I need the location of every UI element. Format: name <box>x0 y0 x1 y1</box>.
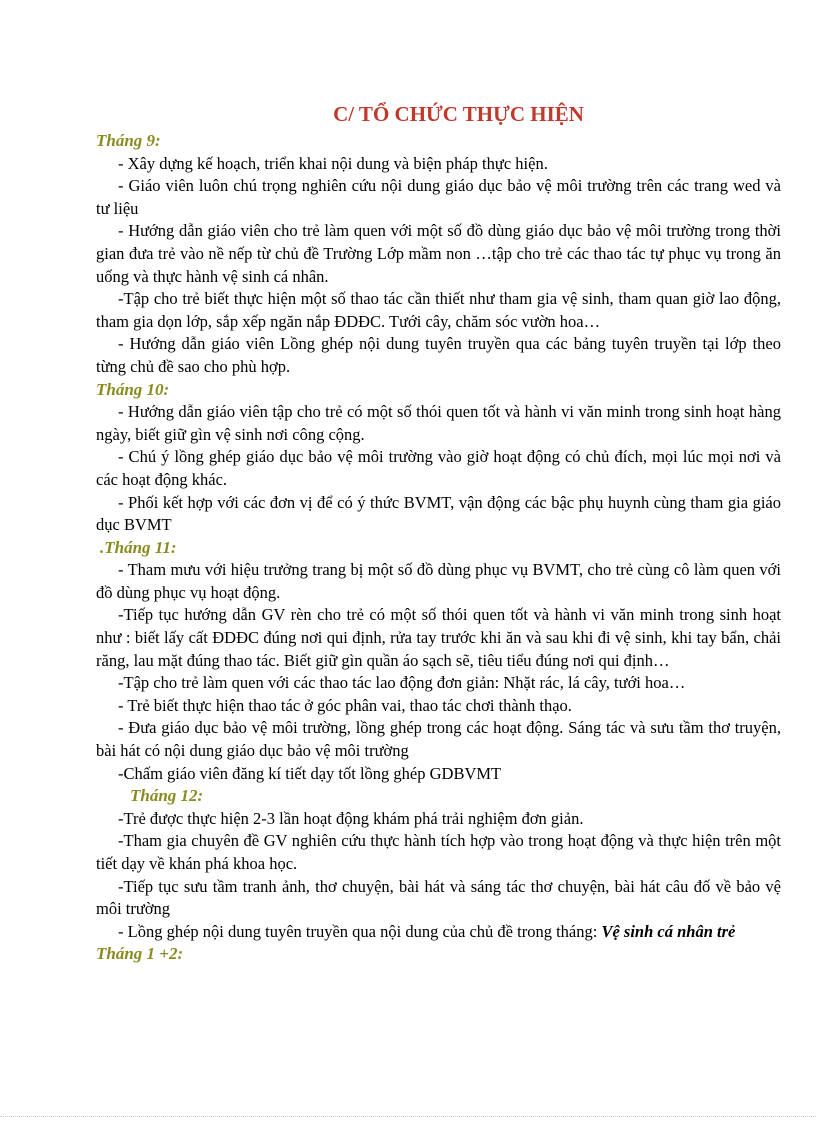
paragraph: - Hướng dẫn giáo viên cho trẻ làm quen với một số đồ dùng giáo dục bảo vệ môi trường trong thời gian đưa trẻ vào nề nếp từ chủ đề Trường Lớp mầm non …tập cho trẻ các thao tác tự phục vụ trong ăn uống và thực hành vệ sinh cá nhân. <box>96 221 781 286</box>
section-thang-9 <box>96 130 781 379</box>
paragraph: -Tập cho trẻ làm quen với các thao tác lao động đơn giản: Nhặt rác, lá cây, tưới hoa… <box>118 673 686 693</box>
paragraph: - Xây dựng kế hoạch, triển khai nội dung và biện pháp thực hiện. <box>118 153 548 173</box>
paragraph: -Tiếp tục sưu tầm tranh ảnh, thơ chuyện, bài hát và sáng tác thơ chuyện, bài hát câu đố về bảo vệ môi trường <box>96 876 781 919</box>
paragraph: - Trẻ biết thực hiện thao tác ở góc phân vai, thao tác chơi thành thạo. <box>118 695 572 715</box>
paragraph: -Trẻ được thực hiện 2-3 lần hoạt động khám phá trải nghiệm đơn giản. <box>118 808 584 828</box>
month-heading: Tháng 9: <box>96 131 161 150</box>
section-thang-11 <box>96 537 781 786</box>
month-heading: Tháng 1 +2: <box>96 944 184 964</box>
paragraph: -Chấm giáo viên đăng kí tiết dạy tốt lồng ghép GDBVMT <box>118 763 502 783</box>
paragraph: - Phối kết hợp với các đơn vị để có ý thức BVMT, vận động các bậc phụ huynh cùng tham gia giáo dục BVMT <box>96 492 781 535</box>
page-bottom-rule <box>0 1116 816 1117</box>
paragraph: -Tiếp tục hướng dẫn GV rèn cho trẻ có một số thói quen tốt và hành vi văn minh trong sinh hoạt như : biết lấy cất ĐDĐC đúng nơi qui định, rửa tay trước khi ăn và sau khi đi vệ sinh, khi tay bẩn, chải răng, lau mặt đúng thao tác. Biết giữ gìn quần áo sạch sẽ, tiêu tiểu đúng nơi qui định… <box>96 605 781 670</box>
month-heading: .Tháng 11: <box>100 537 177 557</box>
section-thang-1-2 <box>96 943 781 966</box>
month-heading: Tháng 12: <box>130 786 204 806</box>
paragraph: - Hướng dẫn giáo viên tập cho trẻ có một số thói quen tốt và hành vi văn minh trong sinh hoạt hàng ngày, biết giữ gìn vệ sinh nơi công cộng. <box>96 402 781 444</box>
section-thang-10 <box>96 379 781 537</box>
paragraph: - Hướng dẫn giáo viên Lồng ghép nội dung tuyên truyền qua các bảng tuyên truyền tại lớp theo từng chủ đề sao cho phù hợp. <box>96 334 781 376</box>
paragraph: - Chú ý lồng ghép giáo dục bảo vệ môi trường vào giờ hoạt động có chủ đích, mọi lúc mọi nơi và các hoạt động khác. <box>96 447 781 489</box>
document-page <box>96 100 781 966</box>
page-title: C/ TỔ CHỨC THỰC HIỆN <box>333 102 584 126</box>
paragraph: - Đưa giáo dục bảo vệ môi trường, lồng ghép trong các hoạt động. Sáng tác và sưu tầm thơ truyện, bài hát có nội dung giáo dục bảo vệ môi trường <box>96 718 781 761</box>
paragraph: -Tập cho trẻ biết thực hiện một số thao tác cần thiết như tham gia vệ sinh, tham quan giờ lao động, tham gia dọn lớp, sắp xếp ngăn nắp ĐDĐC. Tưới cây, chăm sóc vườn hoa… <box>96 289 781 331</box>
emphasis-text: Vệ sinh cá nhân trẻ <box>601 921 736 941</box>
month-heading: Tháng 10: <box>96 379 170 399</box>
paragraph: - Tham mưu với hiệu trưởng trang bị một số đồ dùng phục vụ BVMT, cho trẻ cùng cô làm quen với đồ dùng phục vụ hoạt động. <box>96 560 781 602</box>
paragraph <box>96 921 781 944</box>
section-thang-12 <box>96 785 781 943</box>
paragraph: - Giáo viên luôn chú trọng nghiên cứu nội dung giáo dục bảo vệ môi trường trên các trang wed và tư liệu <box>96 176 781 218</box>
paragraph-text: - Lồng ghép nội dung tuyên truyền qua nội dung của chủ đề trong tháng: <box>118 921 602 941</box>
paragraph: -Tham gia chuyên đề GV nghiên cứu thực hành tích hợp vào trong hoạt động và thực hiện trên một tiết dạy về khán phá khoa học. <box>96 831 781 873</box>
